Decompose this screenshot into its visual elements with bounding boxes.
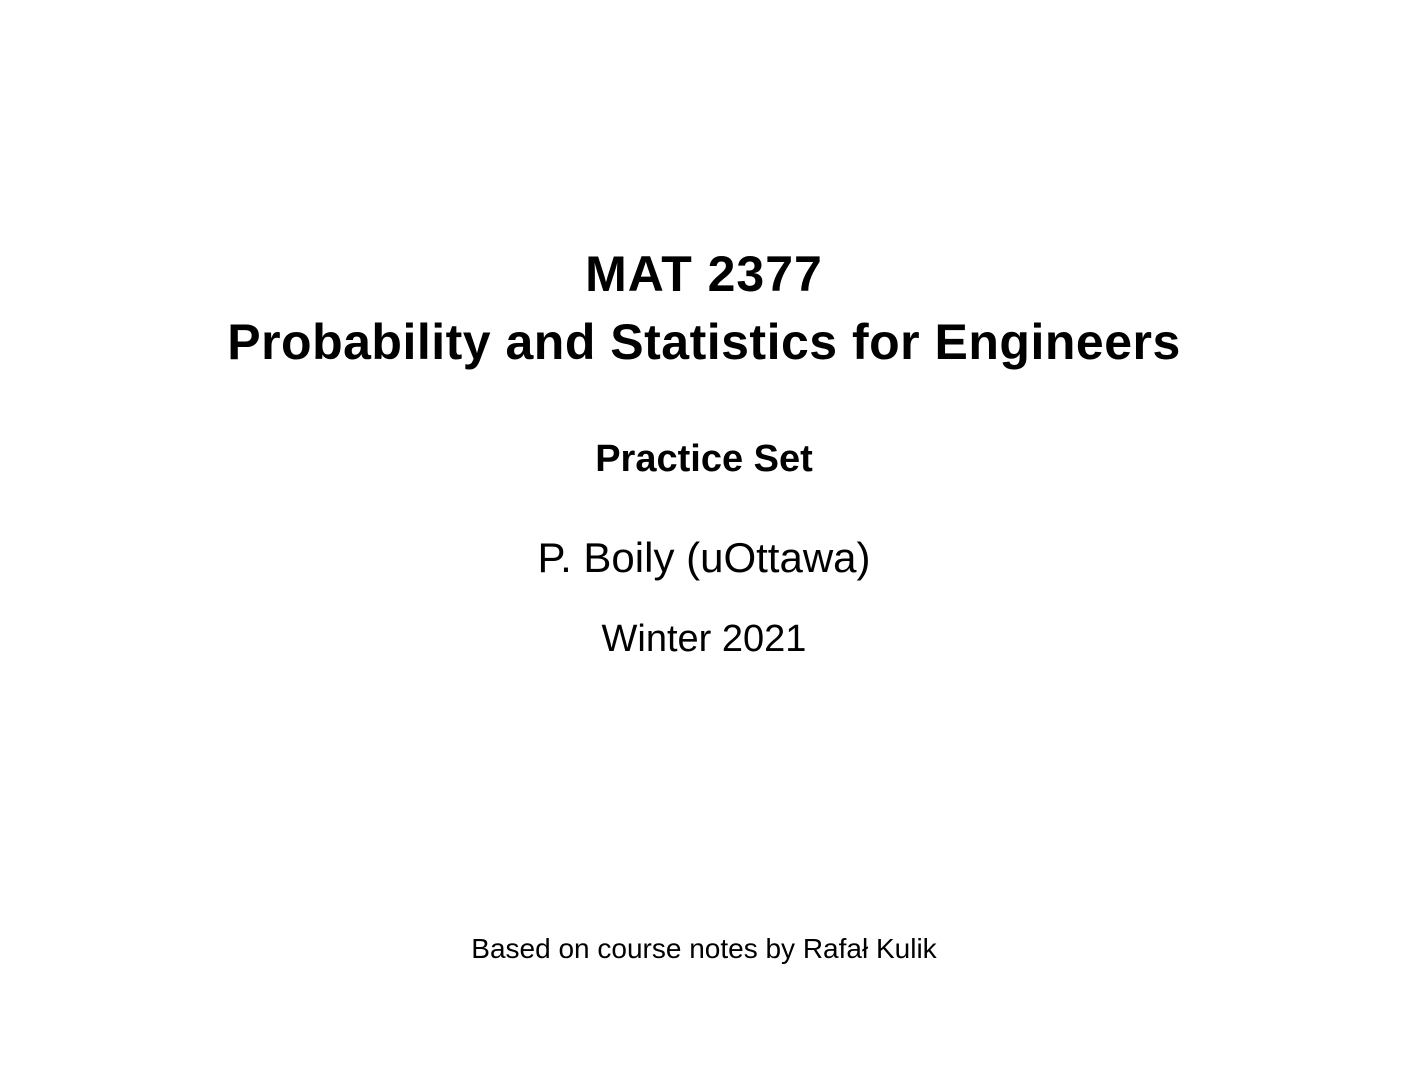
author-name: P. Boily (uOttawa) <box>537 534 871 581</box>
document-subtitle: Practice Set <box>595 438 813 480</box>
course-code-title: MAT 2377 <box>585 246 823 302</box>
course-title: Probability and Statistics for Engineers <box>227 314 1181 370</box>
credit-note: Based on course notes by Rafał Kulik <box>471 933 937 964</box>
term-date: Winter 2021 <box>601 618 807 660</box>
